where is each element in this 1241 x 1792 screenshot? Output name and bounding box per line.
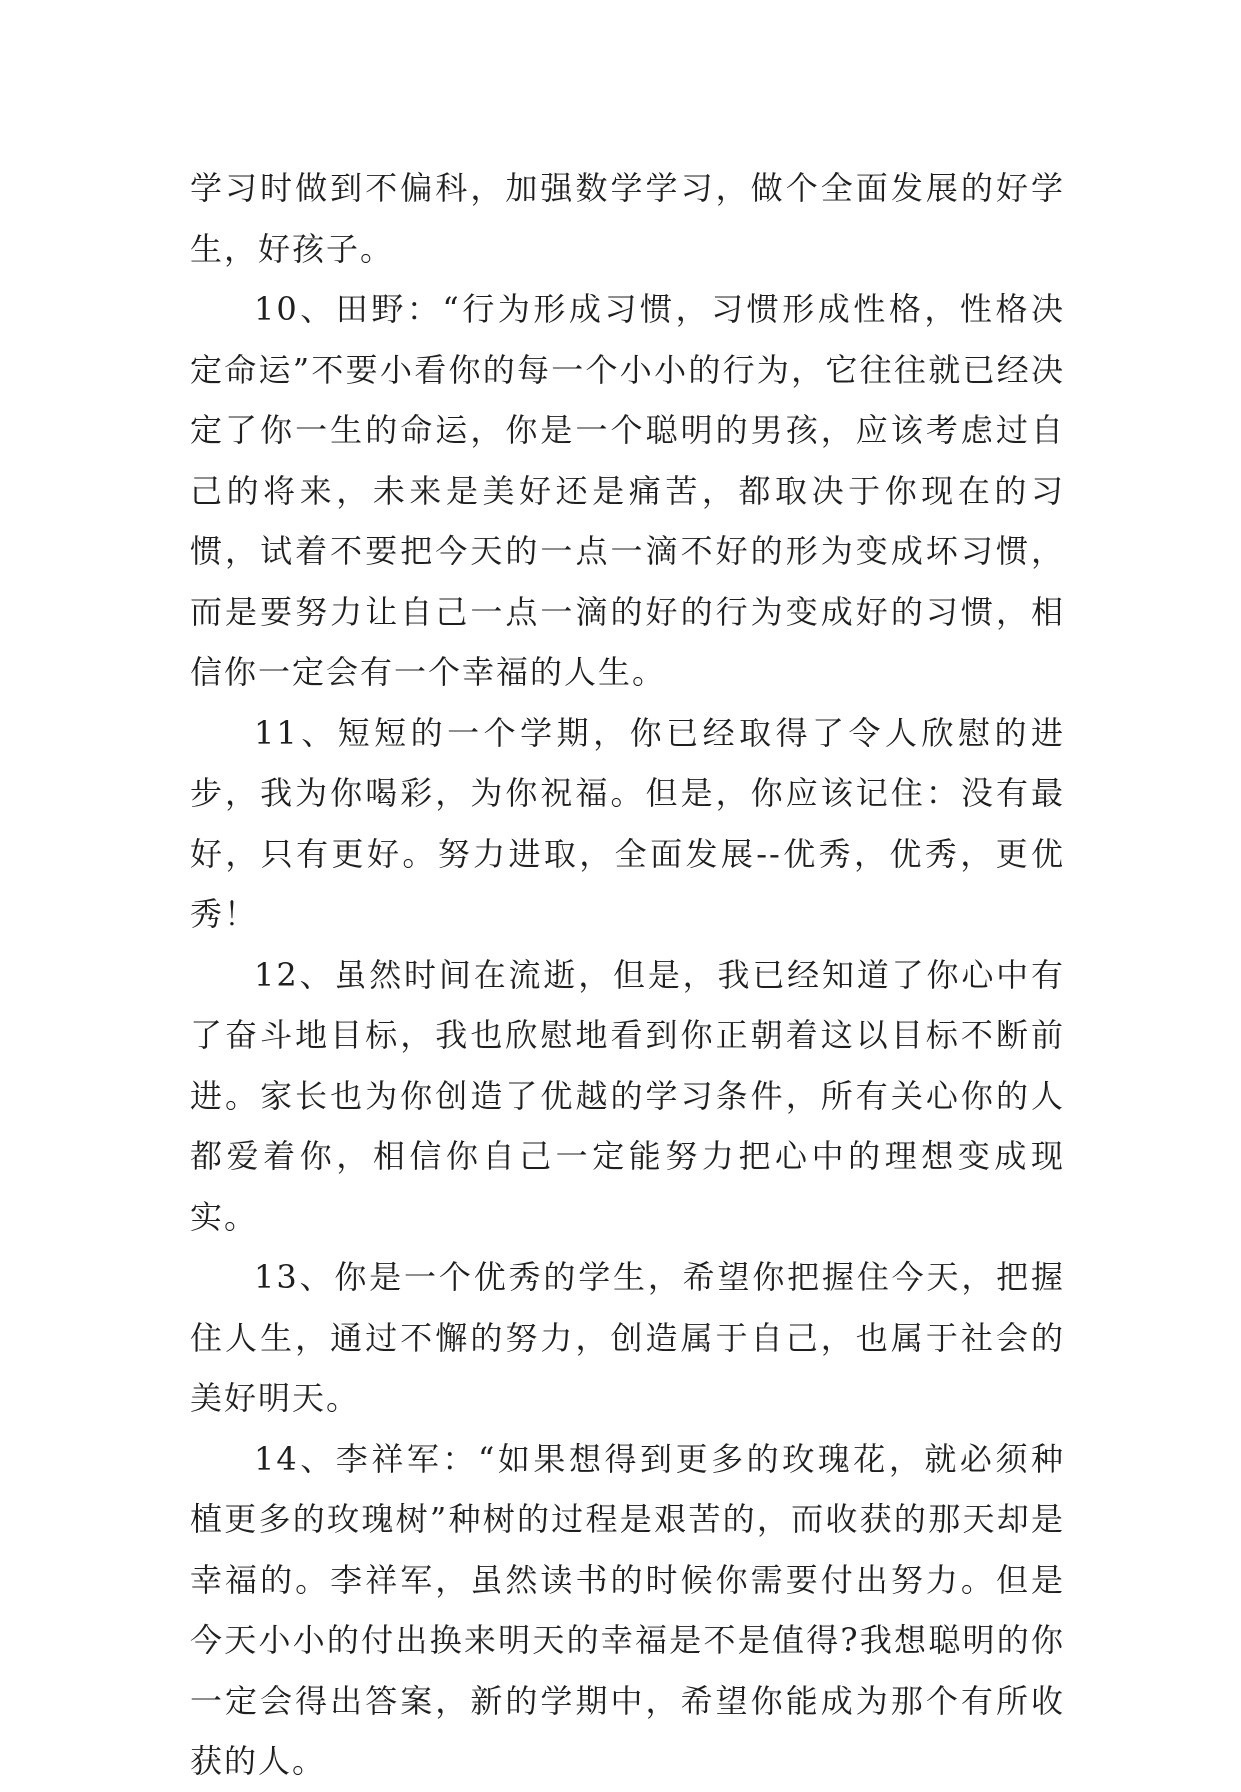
paragraph-12: 12、虽然时间在流逝，但是，我已经知道了你心中有了奋斗地目标，我也欣慰地看到你正朝着这以目标不断前进。家长也为你创造了优越的学习条件，所有关心你的人都爱着你，相信你自己一定能努力把心中的理想变成现实。	[190, 955, 1065, 1236]
paragraph-14: 14、李祥军：“如果想得到更多的玫瑰花，就必须种植更多的玫瑰树”种树的过程是艰苦的，而收获的那天却是幸福的。李祥军，虽然读书的时候你需要付出努力。但是今天小小的付出换来明天的幸福是不是值得?我想聪明的你一定会得出答案，新的学期中，希望你能成为那个有所收获的人。	[190, 1439, 1065, 1780]
paragraph-11: 11、短短的一个学期，你已经取得了令人欣慰的进步，我为你喝彩，为你祝福。但是，你应该记住：没有最好，只有更好。努力进取，全面发展--优秀，优秀，更优秀！	[190, 713, 1065, 933]
paragraph-10: 10、田野：“行为形成习惯，习惯形成性格，性格决定命运”不要小看你的每一个小小的行为，它往往就已经决定了你一生的命运，你是一个聪明的男孩，应该考虑过自己的将来，未来是美好还是痛苦，都取决于你现在的习惯，试着不要把今天的一点一滴不好的形为变成坏习惯，而是要努力让自己一点一滴的好的行为变成好的习惯，相信你一定会有一个幸福的人生。	[190, 290, 1065, 691]
paragraph-continuation: 学习时做到不偏科，加强数学学习，做个全面发展的好学生，好孩子。	[190, 169, 1065, 268]
document-body	[190, 158, 1065, 1792]
paragraph-13: 13、你是一个优秀的学生，希望你把握住今天，把握住人生，通过不懈的努力，创造属于自己，也属于社会的美好明天。	[190, 1258, 1065, 1417]
